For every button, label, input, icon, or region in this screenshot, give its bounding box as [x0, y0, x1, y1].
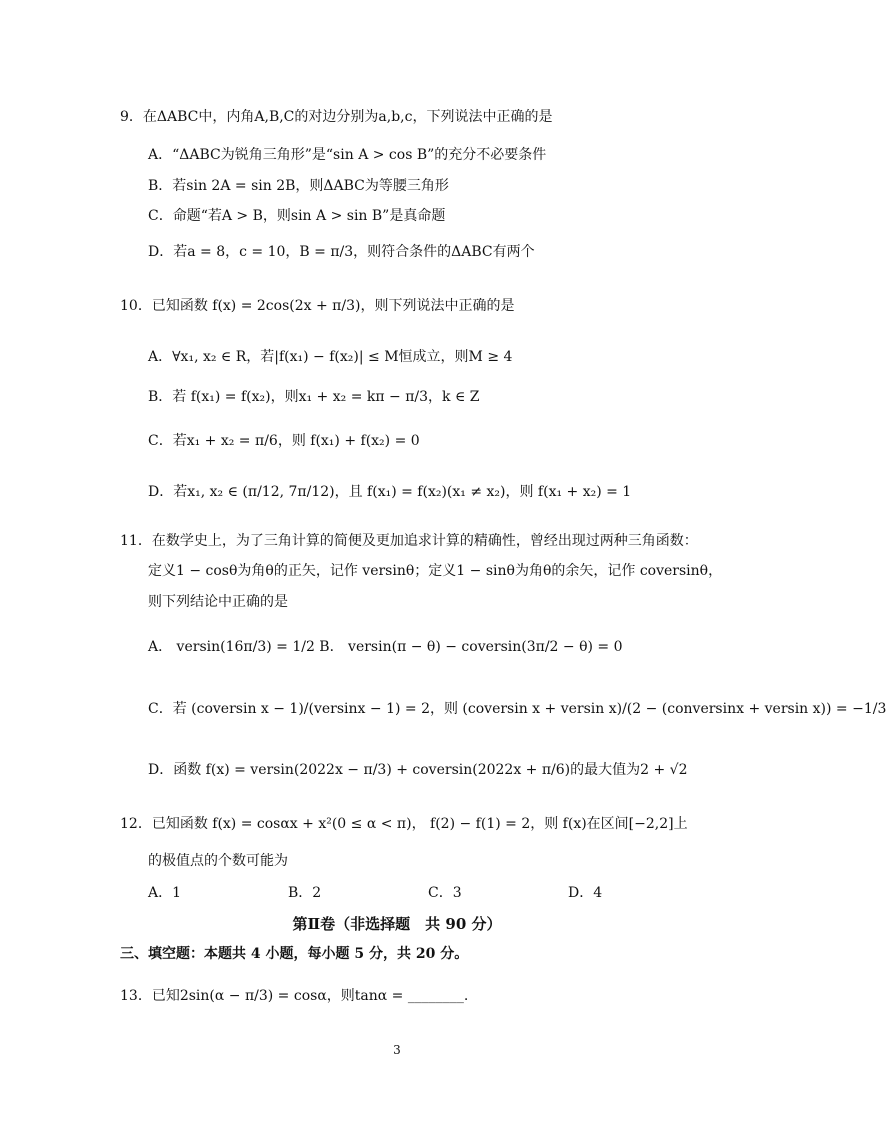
- question-12-stem-line-2: 的极值点的个数可能为: [148, 853, 288, 869]
- question-12-option-d: D．4: [568, 885, 603, 901]
- question-11-stem-line-2: 定义1 − cosθ为角θ的正矢，记作 versinθ；定义1 − sinθ为角θ的余矢，记作 coversinθ，: [148, 563, 723, 579]
- question-9-stem: 9．在ΔABC中，内角A,B,C的对边分别为a,b,c，下列说法中正确的是: [120, 109, 553, 125]
- question-10-option-b: B．若 f(x₁) = f(x₂)，则x₁ + x₂ = kπ − π/3，k ∈ Z: [148, 389, 480, 405]
- question-12-option-b: B．2: [288, 885, 322, 901]
- question-10-option-a: A．∀x₁, x₂ ∈ R，若|f(x₁) − f(x₂)| ≤ M恒成立，则M ≥ 4: [148, 349, 513, 365]
- question-12-stem-line-1: 12．已知函数 f(x) = cosαx + x²(0 ≤ α < π)， f(2) − f(1) = 2，则 f(x)在区间[−2,2]上: [120, 816, 688, 832]
- question-9-option-c: C．命题“若A > B，则sin A > sin B”是真命题: [148, 208, 446, 224]
- question-9-option-b: B．若sin 2A = sin 2B，则ΔABC为等腰三角形: [148, 178, 449, 194]
- question-13-stem: 13．已知2sin(α − π/3) = cosα，则tanα = ________.: [120, 988, 469, 1004]
- question-9-option-a: A．“ΔABC为锐角三角形”是“sin A > cos B”的充分不必要条件: [148, 147, 547, 163]
- question-11-option-c: C．若 (coversin x − 1)/(versinx − 1) = 2，则 (coversin x + versin x)/(2 − (conversinx + versin x)) = −1/3: [148, 701, 886, 717]
- question-12-option-a: A．1: [148, 885, 182, 901]
- question-10-option-d: D．若x₁, x₂ ∈ (π/12, 7π/12)，且 f(x₁) = f(x₂)(x₁ ≠ x₂)，则 f(x₁ + x₂) = 1: [148, 484, 632, 500]
- question-11-stem-line-1: 11．在数学史上，为了三角计算的简便及更加追求计算的精确性，曾经出现过两种三角函数：: [120, 533, 698, 549]
- part-title: 第Ⅱ卷（非选择题 共 90 分）: [292, 915, 502, 933]
- question-12-option-c: C．3: [428, 885, 462, 901]
- question-9-option-d: D．若a = 8，c = 10，B = π/3，则符合条件的ΔABC有两个: [148, 244, 535, 260]
- question-11-option-d: D．函数 f(x) = versin(2022x − π/3) + coversin(2022x + π/6)的最大值为2 + √2: [148, 762, 688, 778]
- question-10-option-c: C．若x₁ + x₂ = π/6，则 f(x₁) + f(x₂) = 0: [148, 433, 420, 449]
- page-number: 3: [393, 1043, 401, 1057]
- question-11-option-ab: A． versin(16π/3) = 1/2 B． versin(π − θ) − coversin(3π/2 − θ) = 0: [148, 639, 623, 655]
- question-10-stem: 10．已知函数 f(x) = 2cos(2x + π/3)，则下列说法中正确的是: [120, 298, 515, 314]
- section-heading: 三、填空题：本题共 4 小题，每小题 5 分，共 20 分。: [120, 946, 469, 962]
- question-11-stem-line-3: 则下列结论中正确的是: [148, 594, 288, 610]
